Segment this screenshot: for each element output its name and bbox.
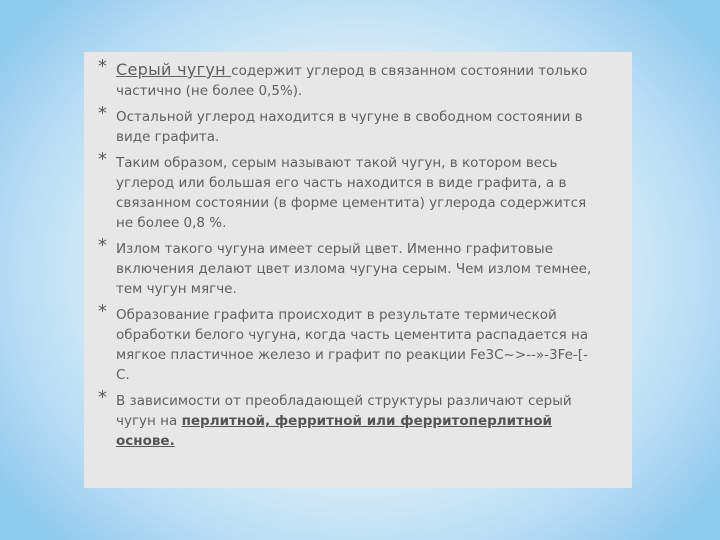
bullet-item — [98, 387, 598, 451]
bullet-marker: * — [98, 301, 107, 322]
bullet-item — [98, 301, 598, 385]
bullet-marker: * — [98, 387, 107, 408]
term-gray-cast-iron: Серый чугун — [116, 60, 232, 79]
bullet-item — [98, 103, 598, 147]
bullet-text: содержит углерод в связанном состоянии только частично (не более 0,5%). — [116, 63, 588, 99]
bullet-list — [98, 56, 598, 457]
bullet-text: Образование графита происходит в результате термической обработки белого чугуна, когда часть цементита распадается на мягкое пластичное железо и графит по реакции Fe3C~>--»-3Fe-[-С. — [116, 307, 589, 383]
bullet-text: Остальной углерод находится в чугуне в свободном состоянии в виде графита. — [116, 109, 583, 145]
bullet-marker: * — [98, 56, 107, 77]
emphasis-structure-bases: перлитной, ферритной или ферритоперлитной основе. — [116, 413, 553, 449]
bullet-marker: * — [98, 235, 107, 256]
bullet-item — [98, 149, 598, 233]
bullet-item — [98, 56, 598, 101]
bullet-marker: * — [98, 103, 107, 124]
bullet-text: Таким образом, серым называют такой чугун, в котором весь углерод или большая его часть находится в виде графита, а в связанном состоянии (в форме цементита) углерода содержится не более 0,8 %. — [116, 155, 587, 231]
bullet-text: В зависимости от преобладающей структуры различают серый чугун на — [116, 393, 572, 429]
bullet-item — [98, 235, 598, 299]
bullet-marker: * — [98, 149, 107, 170]
bullet-text: Излом такого чугуна имеет серый цвет. Именно графитовые включения делают цвет излома чугуна серым. Чем излом темнее, тем чугун мягче. — [116, 241, 592, 297]
